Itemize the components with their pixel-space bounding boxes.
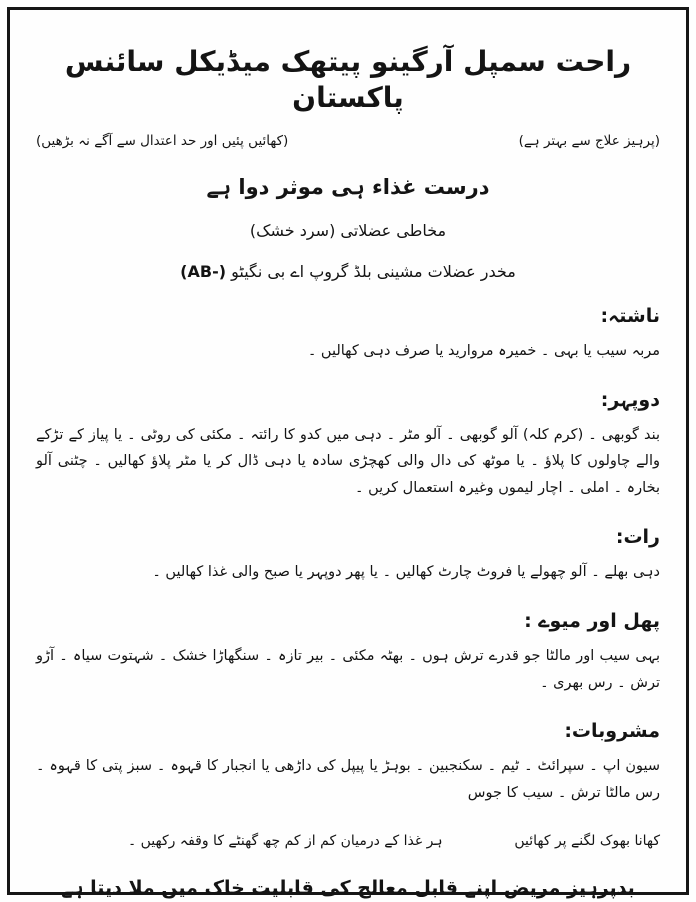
- section-body-lunch: بند گوبھی ۔ (کرم کلہ) آلو گوبھی ۔ آلو مٹر ۔ دہی میں کدو کا رائتہ ۔ مکئی کی روٹی ۔ یا پیاز کے تڑکے والے چاولوں کا پلاؤ ۔ یا موٹھ کی دال والی کھچڑی سادہ یا دہی ڈال کر یا مٹر پلاؤ کھالیں ۔ چٹنی آلو بخارہ ۔ املی ۔ اچار لیموں وغیرہ استعمال کریں ۔: [36, 426, 660, 497]
- section-heading-fruits: پھل اور میوے :: [524, 609, 660, 632]
- motto-left: (کھائیں پئیں اور حد اعتدال سے آگے نہ بڑھیں): [36, 132, 289, 149]
- motto-row: [36, 133, 660, 149]
- footer-warning-line: بدپرہیز مریض اپنے قابل معالج کی قابلیت خاک میں ملا دیتا ہے: [61, 877, 635, 900]
- section-heading-drinks: مشروبات:: [564, 720, 660, 743]
- organization-title: راحت سمپل آرگینو پیتھک میڈیکل سائنس پاکستان: [64, 45, 632, 115]
- section-body-fruits: بہی سیب اور مالٹا جو قدرے ترش ہوں ۔ بھٹہ مکئی ۔ بیر تازہ ۔ سنگھاڑا خشک ۔ شہتوت سیاہ ۔ آڑو ترش ۔ رس بھری ۔: [36, 647, 660, 691]
- document-content: [12, 12, 684, 900]
- blood-group-line: [36, 262, 660, 281]
- section-heading-lunch: دوپہر:: [600, 388, 660, 411]
- section-heading-breakfast: ناشتہ:: [600, 304, 660, 327]
- footer-note-eat-when-hungry: کھانا بھوک لگنے پر کھائیں: [514, 833, 660, 850]
- section-body-drinks: سیون اپ ۔ سپرائٹ ۔ ٹیم ۔ سکنجبین ۔ بوہڑ یا پیپل کی داڑھی یا انجبار کا قہوہ ۔ سبز پتی کا قہوہ ۔ رس مالٹا ترش ۔ سیب کا جوس: [36, 758, 660, 802]
- section-heading-dinner: رات:: [615, 526, 660, 549]
- section-body-dinner: دہی بھلے ۔ آلو چھولے یا فروٹ چارٹ کھالیں ۔ یا پھر دوپہر یا صبح والی غذا کھالیں ۔: [152, 564, 660, 581]
- diet-subtitle: درست غذاء ہی موثر دوا ہے: [206, 174, 490, 199]
- temperament-line: مخاطی عضلاتی (سرد خشک): [249, 220, 447, 240]
- motto-right: (پرہیز علاج سے بہتر ہے): [518, 132, 660, 149]
- section-body-breakfast: مربہ سیب یا بہی ۔ خمیرہ مروارید یا صرف دہی کھالیں ۔: [307, 342, 660, 359]
- blood-group-urdu: مخدر عضلات مشینی بلڈ گروپ اے بی نگیٹو: [231, 261, 516, 281]
- footer-notes-row: [36, 833, 660, 849]
- blood-group-latin: (AB-): [180, 261, 227, 281]
- footer-note-six-hour-gap: ہر غذا کے درمیان کم از کم چھ گھنٹے کا وقفہ رکھیں ۔: [128, 833, 443, 850]
